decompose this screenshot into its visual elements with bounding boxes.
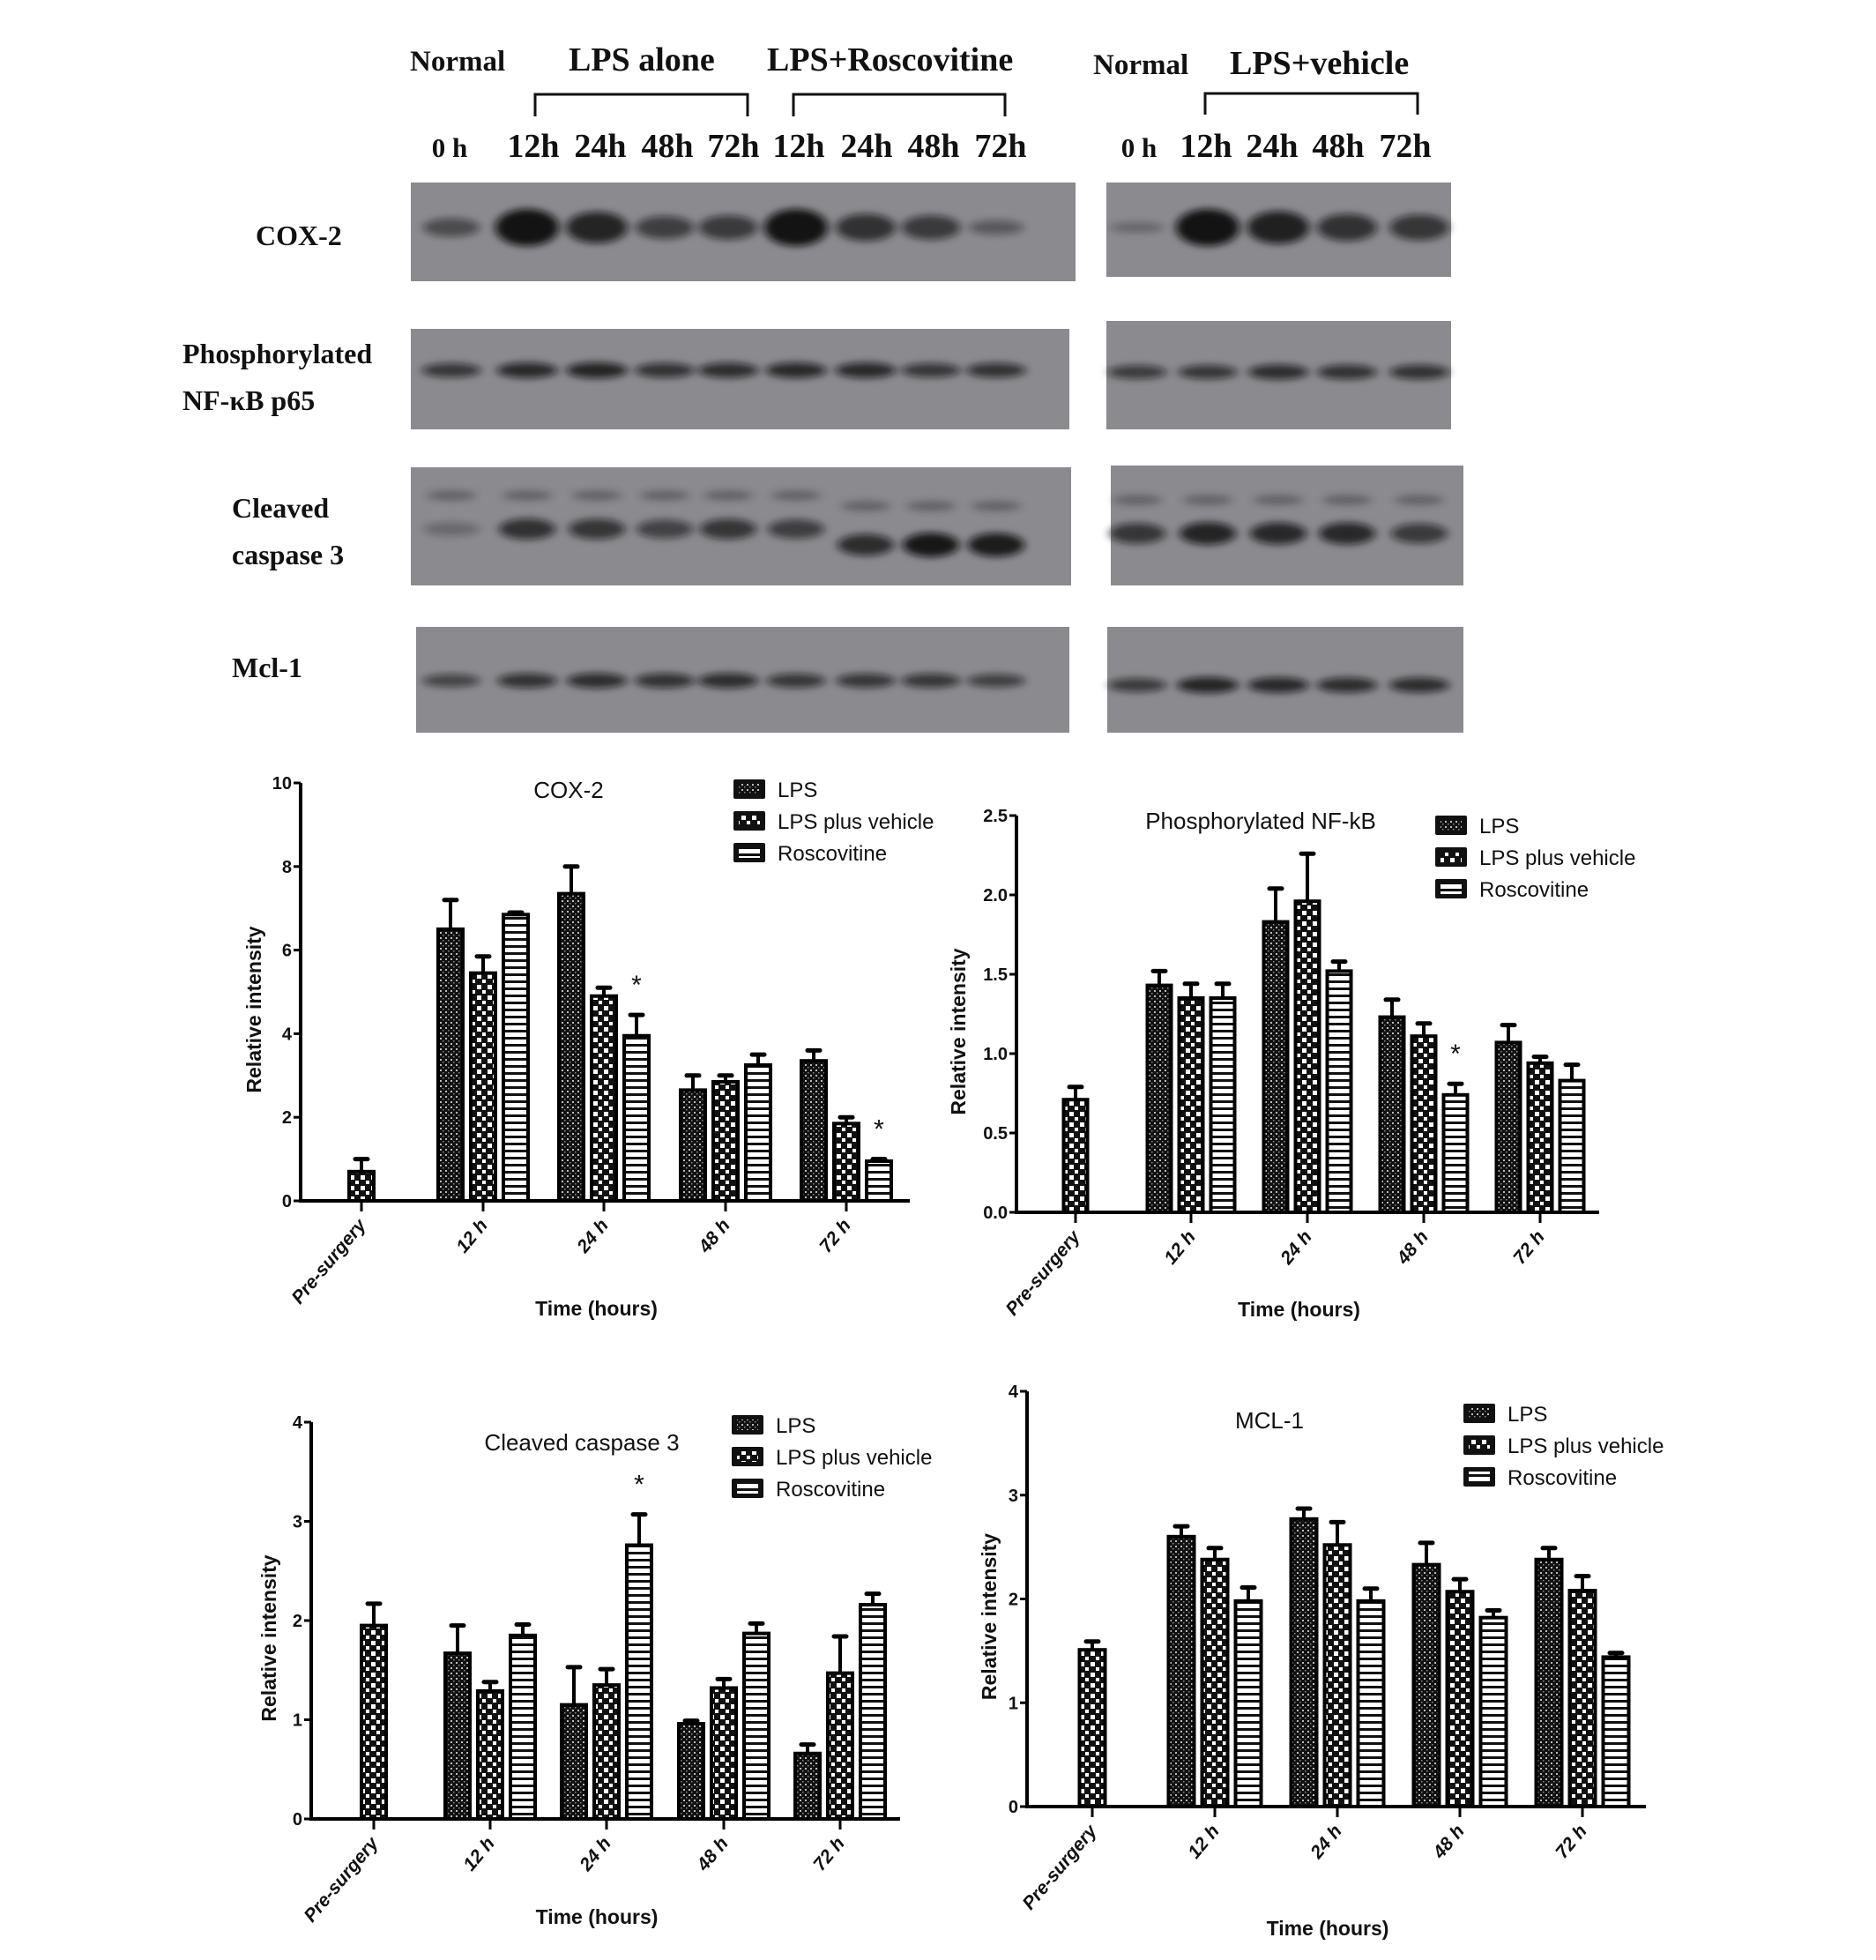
- bar-lps: [1169, 1537, 1195, 1807]
- bar-lps: [801, 1061, 826, 1201]
- blot-band: [1248, 677, 1309, 693]
- y-tick-label: 2.0: [983, 886, 1008, 905]
- y-tick-label: 1: [292, 1710, 302, 1731]
- lane-label: 72h: [1379, 128, 1432, 165]
- bar-lps-plus-vehicle: [1080, 1650, 1106, 1807]
- y-tick-label: 2: [1008, 1590, 1018, 1610]
- bar-lps: [795, 1754, 820, 1819]
- blot-band: [1183, 495, 1232, 505]
- bar-roscovitine: [1560, 1081, 1584, 1212]
- blot-band: [841, 501, 890, 511]
- blot-band: [906, 501, 956, 511]
- bar-roscovitine: [1236, 1601, 1262, 1807]
- bar-lps-plus-vehicle: [349, 1172, 374, 1201]
- y-tick-label: 2: [281, 1108, 292, 1129]
- group-label-lps-roscovitine: LPS+Roscovitine: [767, 41, 1014, 78]
- blot-band: [1108, 365, 1167, 379]
- blot-band: [567, 674, 627, 689]
- legend-label: LPS: [1479, 815, 1520, 838]
- blot-band: [698, 363, 758, 378]
- blot-band: [495, 209, 559, 246]
- x-tick-label: Pre-surgery: [1001, 1226, 1084, 1320]
- lane-labels-left: [432, 128, 1027, 165]
- bracket-lps-roscovitine: [793, 94, 1005, 116]
- blot-membrane-left: [411, 183, 1076, 281]
- blot-band: [1247, 211, 1309, 243]
- legend-swatch-pattern: [739, 847, 760, 858]
- significance-asterisk: *: [631, 971, 642, 1001]
- bar-roscovitine: [746, 1065, 770, 1201]
- blot-header-left: [410, 41, 1027, 165]
- blot-band: [427, 490, 476, 501]
- significance-asterisk: *: [1450, 1040, 1461, 1069]
- blot-band: [903, 533, 959, 556]
- bar-lps-plus-vehicle: [1180, 998, 1203, 1212]
- blot-band: [1177, 677, 1239, 693]
- blot-band: [497, 362, 558, 378]
- bar-roscovitine: [860, 1605, 885, 1819]
- legend-label: Roscovitine: [1479, 878, 1589, 902]
- row-label-nfkb-line1: Phosphorylated: [182, 338, 373, 369]
- y-axis-label: Relative intensity: [947, 948, 970, 1115]
- blot-band: [902, 215, 961, 240]
- chart-title: MCL-1: [1234, 1407, 1305, 1434]
- western-blots: [411, 183, 1463, 733]
- x-tick-label: 72 h: [815, 1215, 855, 1257]
- chart-legend: [733, 779, 934, 866]
- bar-lps-plus-vehicle: [1296, 901, 1320, 1212]
- blot-header-right: [1093, 45, 1432, 165]
- blot-band: [1108, 678, 1167, 692]
- blot-band: [636, 519, 693, 538]
- y-tick-label: 1: [1008, 1694, 1018, 1714]
- legend-label: LPS: [1508, 1403, 1548, 1427]
- lane-label: 72h: [707, 128, 760, 165]
- blot-band: [1176, 209, 1240, 246]
- blot-band: [838, 534, 894, 555]
- blot-band: [836, 214, 896, 242]
- blot-band: [968, 533, 1024, 557]
- bar-roscovitine: [1481, 1618, 1507, 1807]
- blot-membrane-right: [1106, 183, 1451, 277]
- x-tick-label: 72 h: [1509, 1226, 1549, 1269]
- bar-lps: [445, 1653, 470, 1819]
- legend-swatch-pattern: [737, 1420, 758, 1430]
- bar-charts: [242, 774, 1664, 1940]
- legend-label: LPS plus vehicle: [778, 810, 934, 834]
- blot-membrane-left: [411, 329, 1069, 429]
- bar-lps-plus-vehicle: [834, 1123, 859, 1201]
- y-tick-label: 2: [292, 1612, 302, 1631]
- blot-band: [640, 490, 689, 501]
- blot-band: [422, 674, 480, 688]
- significance-asterisk: *: [634, 1470, 644, 1500]
- bracket-lps-alone: [535, 94, 748, 116]
- legend-swatch-pattern: [739, 784, 760, 794]
- bar-lps-plus-vehicle: [828, 1673, 852, 1819]
- legend-swatch-pattern: [1440, 883, 1462, 894]
- bar-lps-plus-vehicle: [471, 973, 495, 1201]
- blot-band: [966, 363, 1026, 378]
- significance-asterisk: *: [874, 1114, 884, 1144]
- blot-band: [566, 212, 628, 243]
- blot-band: [1180, 522, 1236, 545]
- lane-label: 12h: [1180, 128, 1232, 165]
- x-tick-label: 48 h: [693, 1833, 733, 1875]
- blot-band: [1389, 678, 1449, 693]
- bar-lps: [1537, 1560, 1562, 1807]
- x-tick-label: 24 h: [576, 1833, 615, 1875]
- y-tick-label: 4: [281, 1025, 292, 1045]
- blot-membrane-right: [1109, 466, 1463, 585]
- bar-lps: [1148, 986, 1172, 1212]
- chart-title: COX-2: [533, 777, 604, 803]
- blot-band: [566, 362, 628, 378]
- blot-band: [764, 209, 828, 246]
- blot-band: [1250, 523, 1306, 545]
- blot-membrane-right: [1107, 627, 1463, 733]
- blot-band: [1322, 495, 1372, 505]
- legend-label: LPS plus vehicle: [776, 1446, 933, 1470]
- bar-lps: [1497, 1042, 1521, 1212]
- lane-label: 24h: [840, 128, 893, 165]
- row-label-nfkb-line2: NF-κB p65: [182, 384, 316, 416]
- bar-lps: [559, 894, 584, 1201]
- group-label-lps-alone: LPS alone: [569, 41, 715, 78]
- blot-band: [1389, 214, 1448, 240]
- blot-band: [497, 674, 557, 689]
- group-label-normal-right: Normal: [1093, 49, 1189, 81]
- blot-band: [698, 674, 758, 689]
- chart-cleaved-caspase-3: [257, 1413, 932, 1928]
- y-tick-label: 4: [1008, 1382, 1018, 1402]
- chart-legend: [1435, 815, 1635, 902]
- bar-roscovitine: [1604, 1657, 1629, 1807]
- bar-lps: [681, 1090, 705, 1201]
- lane-label: 0 h: [431, 132, 468, 163]
- chart-legend: [1463, 1403, 1664, 1490]
- blot-membrane-left: [416, 627, 1069, 733]
- blot-band: [1111, 222, 1165, 233]
- lane-labels-right: [1121, 128, 1432, 165]
- bar-lps-plus-vehicle: [1529, 1063, 1552, 1212]
- bar-lps: [1381, 1017, 1404, 1212]
- blot-band: [421, 363, 480, 377]
- blot-band: [1248, 365, 1308, 380]
- x-tick-label: Pre-surgery: [287, 1215, 370, 1308]
- blot-band: [499, 518, 555, 540]
- bar-lps-plus-vehicle: [1448, 1591, 1473, 1807]
- y-tick-label: 3: [292, 1512, 302, 1532]
- x-axis-label: Time (hours): [1266, 1917, 1389, 1940]
- chart-legend: [732, 1414, 932, 1502]
- x-tick-label: 72 h: [1552, 1821, 1591, 1863]
- y-axis-label: Relative intensity: [242, 926, 265, 1093]
- bar-lps-plus-vehicle: [713, 1082, 738, 1201]
- blot-band: [768, 519, 824, 539]
- bar-lps: [1414, 1565, 1440, 1807]
- blot-band: [972, 501, 1021, 511]
- blot-band: [766, 362, 827, 378]
- x-tick-label: 72 h: [809, 1833, 849, 1875]
- x-tick-label: 12 h: [1184, 1821, 1224, 1863]
- blot-band: [699, 215, 758, 240]
- blot-band: [901, 363, 960, 377]
- legend-swatch-pattern: [737, 1451, 758, 1462]
- blot-band: [700, 518, 756, 539]
- blot-band: [1317, 678, 1377, 693]
- bar-lps-plus-vehicle: [592, 996, 616, 1201]
- chart-cox-2: [242, 774, 934, 1320]
- bar-roscovitine: [627, 1546, 651, 1820]
- blot-band: [1113, 495, 1162, 505]
- blot-band: [636, 216, 694, 239]
- bar-lps-plus-vehicle: [1325, 1545, 1351, 1807]
- y-tick-label: 8: [281, 857, 292, 877]
- blot-band: [572, 490, 622, 501]
- chart-mcl-1: [978, 1382, 1664, 1940]
- blot-band: [704, 490, 753, 501]
- y-tick-label: 0: [281, 1192, 292, 1211]
- x-tick-label: 48 h: [1429, 1821, 1469, 1863]
- blot-band: [1109, 523, 1165, 543]
- legend-swatch-pattern: [1469, 1440, 1490, 1450]
- x-tick-label: 12 h: [459, 1833, 499, 1875]
- blot-band: [1178, 365, 1237, 379]
- bar-roscovitine: [744, 1634, 769, 1819]
- bar-lps: [679, 1724, 704, 1819]
- x-tick-label: 12 h: [452, 1215, 492, 1257]
- y-tick-label: 3: [1008, 1486, 1018, 1506]
- legend-label: Roscovitine: [1508, 1466, 1618, 1490]
- bar-roscovitine: [503, 914, 528, 1201]
- x-tick-label: 12 h: [1160, 1226, 1200, 1269]
- y-tick-label: 10: [272, 774, 292, 794]
- x-axis-label: Time (hours): [535, 1297, 658, 1320]
- legend-swatch-pattern: [1469, 1408, 1490, 1419]
- bar-lps: [1264, 922, 1288, 1212]
- legend-label: Roscovitine: [776, 1478, 886, 1502]
- y-tick-label: 0: [1008, 1798, 1018, 1817]
- blot-band: [1317, 365, 1377, 380]
- chart-title: Cleaved caspase 3: [484, 1429, 680, 1456]
- bar-lps: [438, 929, 463, 1201]
- group-label-lps-vehicle: LPS+vehicle: [1230, 45, 1410, 82]
- bar-lps: [562, 1705, 586, 1819]
- blot-row-labels: [182, 220, 372, 683]
- legend-label: LPS: [778, 779, 818, 802]
- bar-lps-plus-vehicle: [711, 1688, 736, 1820]
- blot-band: [1395, 495, 1444, 505]
- blot-band: [502, 490, 552, 501]
- blot-band: [635, 674, 695, 689]
- legend-label: LPS plus vehicle: [1508, 1435, 1664, 1458]
- blot-band: [1319, 523, 1375, 545]
- lane-label: 24h: [1246, 128, 1299, 165]
- legend-label: LPS plus vehicle: [1479, 846, 1636, 870]
- blot-band: [1391, 524, 1448, 544]
- legend-swatch-pattern: [1469, 1472, 1490, 1482]
- bar-roscovitine: [510, 1636, 535, 1819]
- blot-band: [1317, 214, 1377, 242]
- y-tick-label: 0.0: [983, 1204, 1008, 1223]
- lane-label: 48h: [907, 128, 960, 165]
- blot-band: [1389, 365, 1449, 380]
- blot-band: [569, 518, 625, 539]
- bar-roscovitine: [1211, 998, 1235, 1212]
- y-tick-label: 0: [292, 1810, 302, 1830]
- bracket-lps-vehicle: [1205, 93, 1418, 115]
- blot-membrane-right: [1106, 321, 1451, 429]
- x-tick-label: 48 h: [695, 1215, 734, 1257]
- lane-label: 12h: [507, 128, 560, 165]
- blot-band: [836, 362, 897, 378]
- blot-band: [423, 522, 480, 536]
- chart-phosphorylated-nf-kb: [947, 807, 1635, 1321]
- group-label-normal-left: Normal: [410, 46, 506, 78]
- row-label-caspase-line2: caspase 3: [232, 539, 345, 570]
- blot-band: [969, 220, 1024, 235]
- blot-band: [771, 490, 821, 501]
- legend-swatch-pattern: [739, 816, 760, 826]
- blot-band: [967, 674, 1025, 688]
- row-label-caspase-line1: Cleaved: [232, 492, 330, 524]
- x-tick-label: Pre-surgery: [1018, 1821, 1101, 1914]
- bar-lps-plus-vehicle: [1064, 1099, 1088, 1212]
- blot-band: [901, 674, 960, 688]
- y-tick-label: 0.5: [983, 1124, 1008, 1144]
- row-label-cox2: COX-2: [256, 220, 342, 251]
- y-tick-label: 1.0: [983, 1045, 1008, 1064]
- lane-label: 12h: [772, 128, 825, 165]
- x-tick-label: 24 h: [573, 1215, 613, 1257]
- blot-band: [423, 218, 480, 236]
- bar-lps-plus-vehicle: [1412, 1036, 1436, 1212]
- y-axis-label: Relative intensity: [978, 1532, 1001, 1701]
- y-tick-label: 6: [281, 941, 292, 961]
- x-tick-label: Pre-surgery: [300, 1833, 383, 1926]
- lane-label: 48h: [1312, 128, 1365, 165]
- y-tick-label: 1.5: [983, 965, 1008, 985]
- bar-roscovitine: [1359, 1601, 1384, 1807]
- lane-label: 48h: [641, 128, 694, 165]
- blot-membrane-left: [411, 467, 1071, 585]
- chart-title: Phosphorylated NF-kB: [1145, 808, 1376, 834]
- bar-roscovitine: [624, 1036, 649, 1201]
- x-axis-label: Time (hours): [1238, 1298, 1360, 1321]
- blot-band: [1254, 495, 1303, 505]
- bar-lps-plus-vehicle: [1202, 1560, 1228, 1807]
- bar-roscovitine: [867, 1161, 891, 1201]
- bar-lps: [1292, 1519, 1317, 1807]
- lane-label: 0 h: [1120, 132, 1158, 163]
- x-tick-label: 24 h: [1306, 1821, 1346, 1863]
- bar-lps-plus-vehicle: [1570, 1591, 1596, 1807]
- lane-label: 24h: [574, 128, 627, 165]
- bar-roscovitine: [1444, 1095, 1468, 1212]
- x-tick-label: 24 h: [1277, 1226, 1316, 1269]
- blot-band: [766, 674, 825, 688]
- legend-swatch-pattern: [737, 1483, 758, 1494]
- y-tick-label: 2.5: [983, 807, 1008, 826]
- legend-swatch-pattern: [1440, 852, 1462, 862]
- lane-label: 72h: [974, 128, 1027, 165]
- bar-lps-plus-vehicle: [478, 1691, 502, 1819]
- blot-band: [836, 674, 895, 688]
- x-axis-label: Time (hours): [535, 1905, 659, 1928]
- x-tick-label: 48 h: [1393, 1226, 1433, 1269]
- legend-label: Roscovitine: [778, 842, 888, 866]
- blot-band: [635, 363, 695, 378]
- y-tick-label: 4: [292, 1413, 302, 1433]
- legend-swatch-pattern: [1440, 820, 1462, 831]
- bar-lps-plus-vehicle: [594, 1685, 619, 1819]
- bar-roscovitine: [1328, 971, 1351, 1212]
- row-label-mcl1: Mcl-1: [232, 652, 302, 683]
- bar-lps-plus-vehicle: [361, 1626, 386, 1819]
- y-axis-label: Relative intensity: [257, 1554, 280, 1722]
- legend-label: LPS: [776, 1414, 816, 1438]
